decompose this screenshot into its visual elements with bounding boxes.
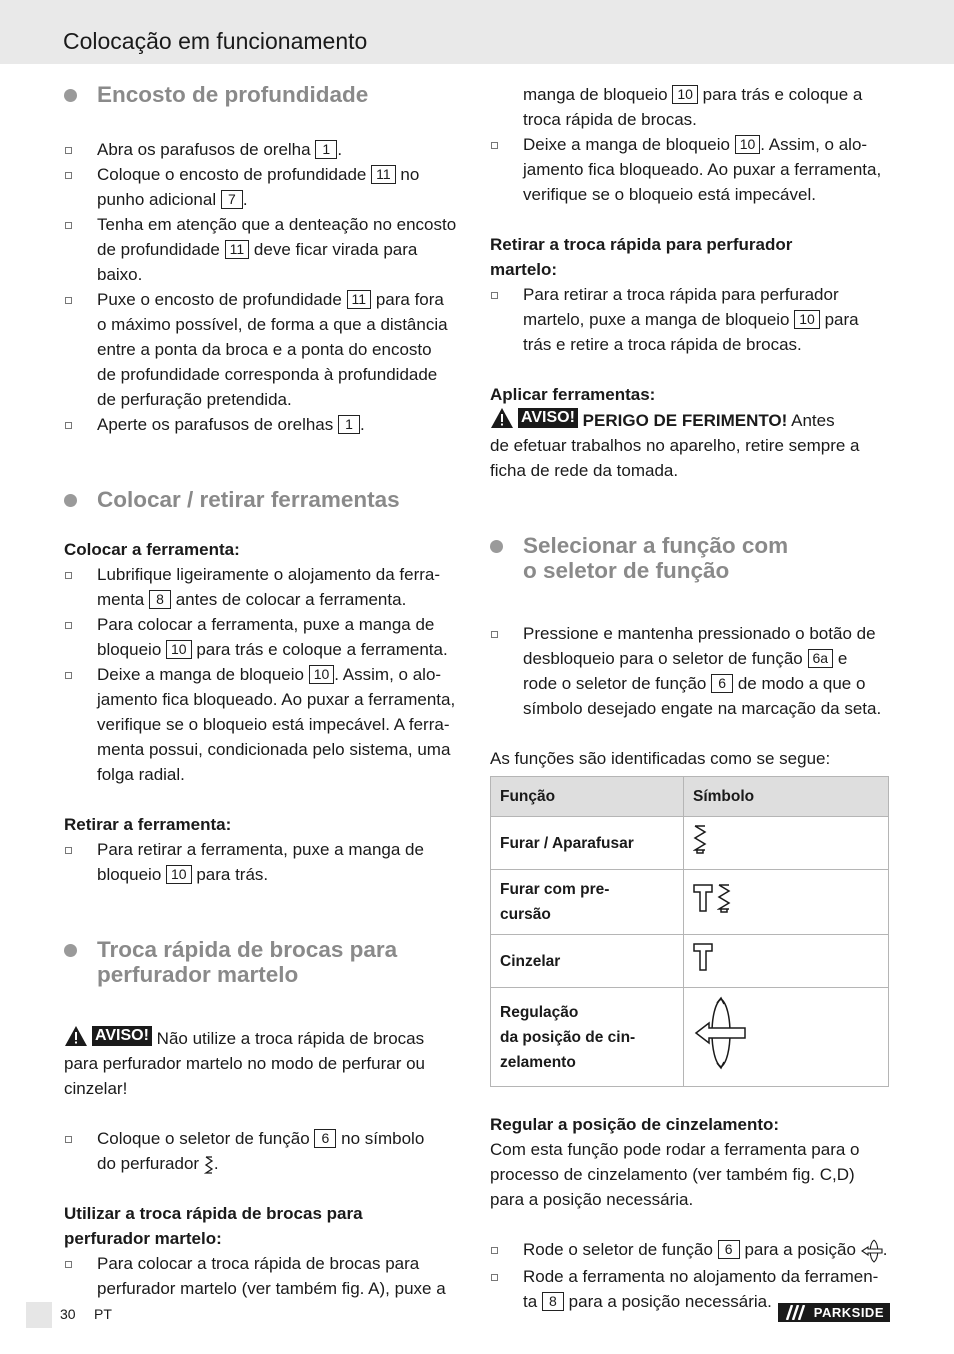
section-heading-depth-stop: Encosto de profundidade [64, 82, 464, 107]
page-number: 30 [60, 1306, 76, 1322]
list-item: Rode a ferramenta no alojamento da ferramen- ta 8 para a posição necessária. [490, 1264, 890, 1314]
part-number-box: 6 [711, 674, 733, 693]
list-item: Para colocar a troca rápida de brocas para perfurador martelo (ver também fig. A), puxe a [64, 1251, 464, 1301]
drill-symbol-icon [717, 883, 731, 913]
list-item: Para colocar a ferramenta, puxe a manga de bloqueio 10 para trás e coloque a ferramenta. [64, 612, 464, 662]
table-row [491, 935, 889, 988]
list-item: Deixe a manga de bloqueio 10 . Assim, o alo- jamento fica bloqueado. Ao puxar a ferramenta, verifique se o bloqueio está impecável. A ferra- menta possui, condicionada pelo sistema, uma folga radial. [64, 662, 464, 787]
brand-stripes-icon [784, 1305, 806, 1320]
list-item: Tenha em atenção que a denteação no encosto de profundidade 11 deve ficar virada para baixo. [64, 212, 464, 287]
hammer-symbol-icon [693, 942, 713, 972]
part-number-box: 8 [542, 1292, 564, 1311]
list-item: Para retirar a ferramenta, puxe a manga de bloqueio 10 para trás. [64, 837, 464, 887]
subheading: Aplicar ferramentas: [490, 385, 656, 404]
warning-label: AVISO! [518, 408, 578, 428]
part-number-box: 11 [347, 290, 372, 309]
table-cell [684, 935, 889, 988]
hammer-symbol-icon [693, 883, 713, 913]
section-heading-tools: Colocar / retirar ferramentas [64, 487, 464, 512]
section-heading-quick-change: Troca rápida de brocas para perfurador martelo [64, 937, 464, 987]
subheading: Retirar a ferramenta: [64, 815, 232, 834]
list-item: Aperte os parafusos de orelhas 1 . [64, 412, 464, 437]
table-header-cell: Símbolo [684, 777, 889, 817]
footer-page-box [26, 1302, 52, 1328]
table-header-cell: Função [491, 777, 684, 817]
table-cell: Cinzelar [491, 935, 684, 988]
list-item: Deixe a manga de bloqueio 10 . Assim, o alo- jamento fica bloqueado. Ao puxar a ferramenta, verifique se o bloqueio está impecável. [490, 132, 890, 207]
part-number-box: 10 [166, 865, 192, 884]
warning-paragraph: AVISO! Não utilize a troca rápida de brocas para perfurador martelo no modo de perfurar ou cinzelar! [64, 1027, 425, 1098]
part-number-box: 10 [735, 135, 761, 154]
table-row [491, 988, 889, 1087]
chisel-rotation-icon [693, 995, 749, 1071]
section-bullet-icon [64, 494, 77, 507]
table-cell [684, 988, 889, 1087]
section-bullet-icon [64, 944, 77, 957]
table-cell [684, 870, 889, 935]
subheading: Utilizar a troca rápida de brocas para perfurador martelo: [64, 1204, 363, 1248]
drill-symbol-icon [204, 1156, 214, 1174]
part-number-box: 8 [149, 590, 171, 609]
part-number-box: 6 [314, 1129, 336, 1148]
subheading: Regular a posição de cinzelamento: [490, 1115, 780, 1134]
brand-logo: PARKSIDE [778, 1303, 890, 1322]
warning-badge [490, 407, 578, 429]
page-header [0, 0, 954, 64]
list-item: Lubrifique ligeiramente o alojamento da ferra- menta 8 antes de colocar a ferramenta. [64, 562, 464, 612]
part-number-box: 1 [338, 415, 360, 434]
left-column [64, 82, 464, 1301]
page-title: Colocação em funcionamento [63, 28, 368, 54]
warning-triangle-icon [490, 407, 514, 429]
list-item: Coloque o encosto de profundidade 11 no punho adicional 7 . [64, 162, 464, 212]
function-table [490, 776, 889, 1087]
table-row [491, 870, 889, 935]
danger-paragraph: AVISO! PERIGO DE FERIMENTO! Antes de efetuar trabalhos no aparelho, retire sempre a ficha de rede da tomada. [490, 409, 860, 480]
part-number-box: 1 [315, 140, 337, 159]
table-cell [684, 817, 889, 870]
part-number-box: 6 [718, 1240, 740, 1259]
table-header-row [491, 777, 889, 817]
section-bullet-icon [490, 540, 503, 553]
warning-triangle-icon [64, 1025, 88, 1047]
subheading: Colocar a ferramenta: [64, 540, 240, 559]
part-number-box: 6a [808, 649, 834, 668]
list-item: Abra os parafusos de orelha 1 . [64, 137, 464, 162]
table-row [491, 817, 889, 870]
list-item: Coloque o seletor de função 6 no símbolo do perfurador . [64, 1126, 464, 1176]
warning-label: AVISO! [92, 1026, 152, 1046]
part-number-box: 10 [794, 310, 820, 329]
table-intro: As funções são identificadas como se segue: [490, 749, 831, 768]
part-number-box: 10 [166, 640, 192, 659]
list-item-continued: manga de bloqueio 10 para trás e coloque a troca rápida de brocas. [490, 82, 890, 132]
warning-badge [64, 1025, 152, 1047]
paragraph: Com esta função pode rodar a ferramenta para o processo de cinzelamento (ver também fig. C,D) para a posição necessária. [490, 1140, 860, 1209]
list-item: Para retirar a troca rápida para perfurador martelo, puxe a manga de bloqueio 10 para trás e retire a troca rápida de brocas. [490, 282, 890, 357]
drill-symbol-icon [693, 824, 707, 854]
part-number-box: 11 [371, 165, 396, 184]
language-code: PT [94, 1306, 112, 1322]
list-item: Pressione e mantenha pressionado o botão de desbloqueio para o seletor de função 6a e rode o seletor de função 6 de modo a que o símbolo desejado engate na marcação da seta. [490, 621, 890, 721]
chisel-rotation-small-icon [861, 1238, 883, 1264]
part-number-box: 10 [672, 85, 698, 104]
subheading: Retirar a troca rápida para perfurador martelo: [490, 235, 793, 279]
table-cell: Furar com pre- cursão [491, 870, 684, 935]
part-number-box: 10 [309, 665, 335, 684]
table-cell: Furar / Aparafusar [491, 817, 684, 870]
list-item: Rode o seletor de função 6 para a posição . [490, 1237, 890, 1264]
part-number-box: 11 [225, 240, 250, 259]
section-heading-function-selector: Selecionar a função com o seletor de função [490, 533, 890, 583]
section-bullet-icon [64, 89, 77, 102]
part-number-box: 7 [221, 190, 243, 209]
right-column [490, 82, 890, 1314]
table-cell: Regulação da posição de cin- zelamento [491, 988, 684, 1087]
list-item: Puxe o encosto de profundidade 11 para fora o máximo possível, de forma a que a distância entre a ponta da broca e a ponta do encosto de profundidade corresponda à profundidade de perfuração pretendida. [64, 287, 464, 412]
